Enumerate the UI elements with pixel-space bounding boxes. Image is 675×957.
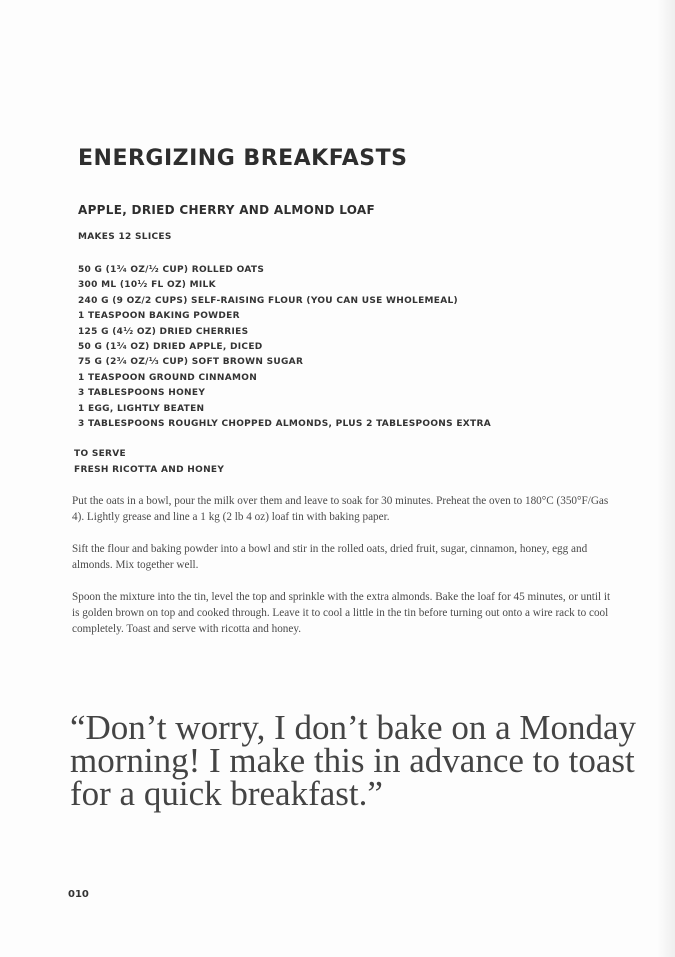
ingredient-item: 75 G (2³⁄₄ OZ/¹⁄₃ CUP) SOFT BROWN SUGAR: [78, 357, 304, 368]
ingredient-item: 1 EGG, LIGHTLY BEATEN: [78, 403, 205, 414]
method-step: Spoon the mixture into the tin, level the top and sprinkle with the extra almonds. Bake the loaf for 45 minutes, or until it is golden brown on top and cooked through. Leave it to cool a little in the tin before turning out onto a wire rack to cool completely. Toast and serve with ricotta and honey.: [72, 591, 611, 635]
to-serve-heading: TO SERVE: [74, 449, 126, 459]
recipe-yield: MAKES 12 SLICES: [78, 232, 172, 242]
pull-quote: “Don’t worry, I don’t bake on a Monday morning! I make this in advance to toast for a quick breakfast.”: [70, 708, 637, 813]
method-section: [72, 493, 612, 653]
page-edge-shadow: [657, 0, 675, 957]
ingredient-list: [78, 263, 491, 432]
ingredient-item: 125 G (4¹⁄₂ OZ) DRIED CHERRIES: [78, 326, 249, 337]
to-serve-section: [74, 446, 224, 478]
ingredient-item: 300 ML (10¹⁄₂ FL OZ) MILK: [78, 280, 216, 291]
method-step: Put the oats in a bowl, pour the milk over them and leave to soak for 30 minutes. Preheat the oven to 180°C (350°F/Gas 4). Lightly grease and line a 1 kg (2 lb 4 oz) loaf tin with baking paper.: [72, 495, 609, 523]
ingredient-item: 240 G (9 OZ/2 CUPS) SELF-RAISING FLOUR (YOU CAN USE WHOLEMEAL): [78, 295, 458, 306]
ingredient-item: 50 G (1³⁄₄ OZ) DRIED APPLE, DICED: [78, 341, 263, 352]
to-serve-item: FRESH RICOTTA AND HONEY: [74, 465, 225, 475]
ingredient-item: 1 TEASPOON BAKING POWDER: [78, 311, 240, 322]
ingredient-item: 3 TABLESPOONS HONEY: [78, 388, 206, 399]
ingredient-item: 50 G (1³⁄₄ OZ/¹⁄₂ CUP) ROLLED OATS: [78, 265, 265, 275]
page-number: 010: [68, 889, 89, 900]
ingredient-item: 1 TEASPOON GROUND CINNAMON: [78, 372, 258, 383]
recipe-title: APPLE, DRIED CHERRY AND ALMOND LOAF: [78, 203, 376, 217]
method-step: Sift the flour and baking powder into a bowl and stir in the rolled oats, dried fruit, sugar, cinnamon, honey, egg and almonds. Mix together well.: [72, 543, 588, 571]
ingredient-item: 3 TABLESPOONS ROUGHLY CHOPPED ALMONDS, PLUS 2 TABLESPOONS EXTRA: [78, 418, 491, 429]
chapter-title: ENERGIZING BREAKFASTS: [78, 146, 408, 171]
